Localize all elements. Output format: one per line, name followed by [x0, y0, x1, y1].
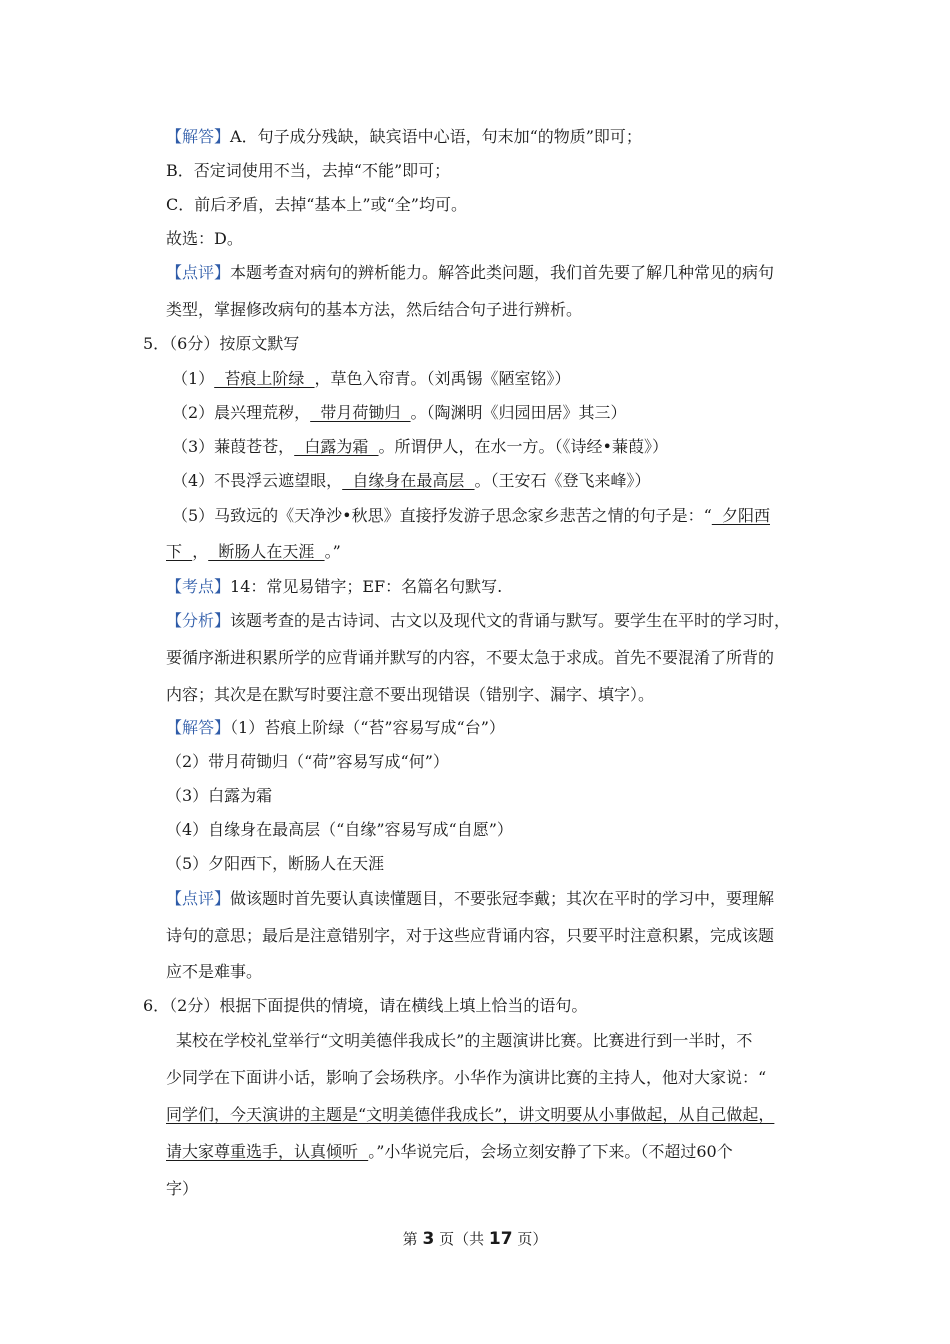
q5-item5-line2: 下 ， 断肠人在天涯 。”	[166, 542, 341, 561]
q6-para-line4: 字）	[166, 1179, 199, 1198]
comment-tag: 【点评】	[166, 889, 231, 908]
q5-item1: （1） 苔痕上阶绿 ，草色入帘青。（刘禹锡《陋室铭》）	[172, 369, 571, 388]
q5-jieda-line3: （3）白露为霜	[166, 786, 273, 805]
page-number: 3	[422, 1229, 435, 1249]
q4-answer-line-c: C．前后矛盾，去掉“基本上”或“全”均可。	[166, 195, 467, 214]
page-total: 17	[488, 1229, 513, 1249]
q5-title: 5．（6分）按原文默写	[143, 334, 300, 353]
fill-blank: 自缘身在最高层	[342, 471, 475, 490]
q5-kaodian: 【考点】14：常见易错字；EF：名篇名句默写.	[166, 577, 503, 596]
q5-jieda-line1: 【解答】（1）苔痕上阶绿（“苔”容易写成“台”）	[166, 718, 505, 737]
q6-answer-line1	[166, 1104, 774, 1126]
answer-blank: 同学们，今天演讲的主题是“文明美德伴我成长”，讲文明要从小事做起，从自己做起，	[166, 1105, 775, 1124]
q6-answer-line2: 请大家尊重选手，认真倾听 。”小华说完后，会场立刻安静了下来。（不超过60个	[166, 1142, 733, 1161]
fill-blank: 白露为霜	[294, 437, 379, 456]
q6-para-line1: 某校在学校礼堂举行“文明美德伴我成长”的主题演讲比赛。比赛进行到一半时，不	[176, 1031, 753, 1050]
q5-item3: （3）蒹葭苍苍， 白露为霜 。所谓伊人，在水一方。（《诗经•蒹葭》）	[172, 437, 668, 456]
answer-tag: 【解答】	[166, 127, 231, 146]
q4-answer-line-a: 【解答】A．句子成分残缺，缺宾语中心语，句末加“的物质”即可；	[166, 127, 642, 146]
fill-blank: 苔痕上阶绿	[214, 369, 315, 388]
q5-item5-line1: （5）马致远的《天净沙•秋思》直接抒发游子思念家乡悲苦之情的句子是：“ 夕阳西	[172, 506, 770, 525]
q5-item4: （4）不畏浮云遮望眼， 自缘身在最高层 。（王安石《登飞来峰》）	[172, 471, 651, 490]
answer-blank: 请大家尊重选手，认真倾听	[166, 1142, 369, 1161]
q5-jieda-line5: （5）夕阳西下，断肠人在天涯	[166, 854, 385, 873]
q5-fenxi-line1: 【分析】该题考查的是古诗词、古文以及现代文的背诵与默写。要学生在平时的学习时，	[166, 611, 791, 630]
q5-jieda-line2: （2）带月荷锄归（“荷”容易写成“何”）	[166, 752, 449, 771]
comment-tag: 【点评】	[166, 263, 231, 282]
fill-blank: 断肠人在天涯	[208, 542, 325, 561]
q5-fenxi-line3: 内容；其次是在默写时要注意不要出现错误（错别字、漏字、填字）。	[166, 685, 655, 704]
q5-jieda-line4: （4）自缘身在最高层（“自缘”容易写成“自愿”）	[166, 820, 513, 839]
page-footer: 第 3 页（共 17 页）	[402, 1229, 548, 1249]
q5-item2: （2）晨兴理荒秽， 带月荷锄归 。（陶渊明《归园田居》其三）	[172, 403, 627, 422]
fill-blank: 下	[166, 542, 193, 561]
q5-dianping-line2: 诗句的意思；最后是注意错别字，对于这些应背诵内容，只要平时注意积累，完成该题	[166, 926, 775, 945]
q5-dianping-line1: 【点评】做该题时首先要认真读懂题目，不要张冠李戴；其次在平时的学习中，要理解	[166, 889, 775, 908]
fenxi-tag: 【分析】	[166, 611, 231, 630]
q5-fenxi-line2: 要循序渐进积累所学的应背诵并默写的内容，不要太急于求成。首先不要混淆了所背的	[166, 648, 775, 667]
answer-tag: 【解答】	[166, 718, 231, 737]
q6-para-line2: 少同学在下面讲小话，影响了会场秩序。小华作为演讲比赛的主持人，他对大家说：“	[166, 1068, 767, 1087]
q5-dianping-line3: 应不是难事。	[166, 962, 263, 981]
q4-comment-line2: 类型，掌握修改病句的基本方法，然后结合句子进行辨析。	[166, 300, 583, 319]
fill-blank: 夕阳西	[711, 506, 770, 525]
fill-blank: 带月荷锄归	[310, 403, 411, 422]
q4-answer-line-b: B．否定词使用不当，去掉“不能”即可；	[166, 161, 451, 180]
q6-title: 6．（2分）根据下面提供的情境，请在横线上填上恰当的语句。	[143, 996, 588, 1015]
q4-choice: 故选：D。	[166, 229, 243, 248]
kaodian-tag: 【考点】	[166, 577, 231, 596]
q4-comment-line1: 【点评】本题考查对病句的辨析能力。解答此类问题，我们首先要了解几种常见的病句	[166, 263, 775, 282]
